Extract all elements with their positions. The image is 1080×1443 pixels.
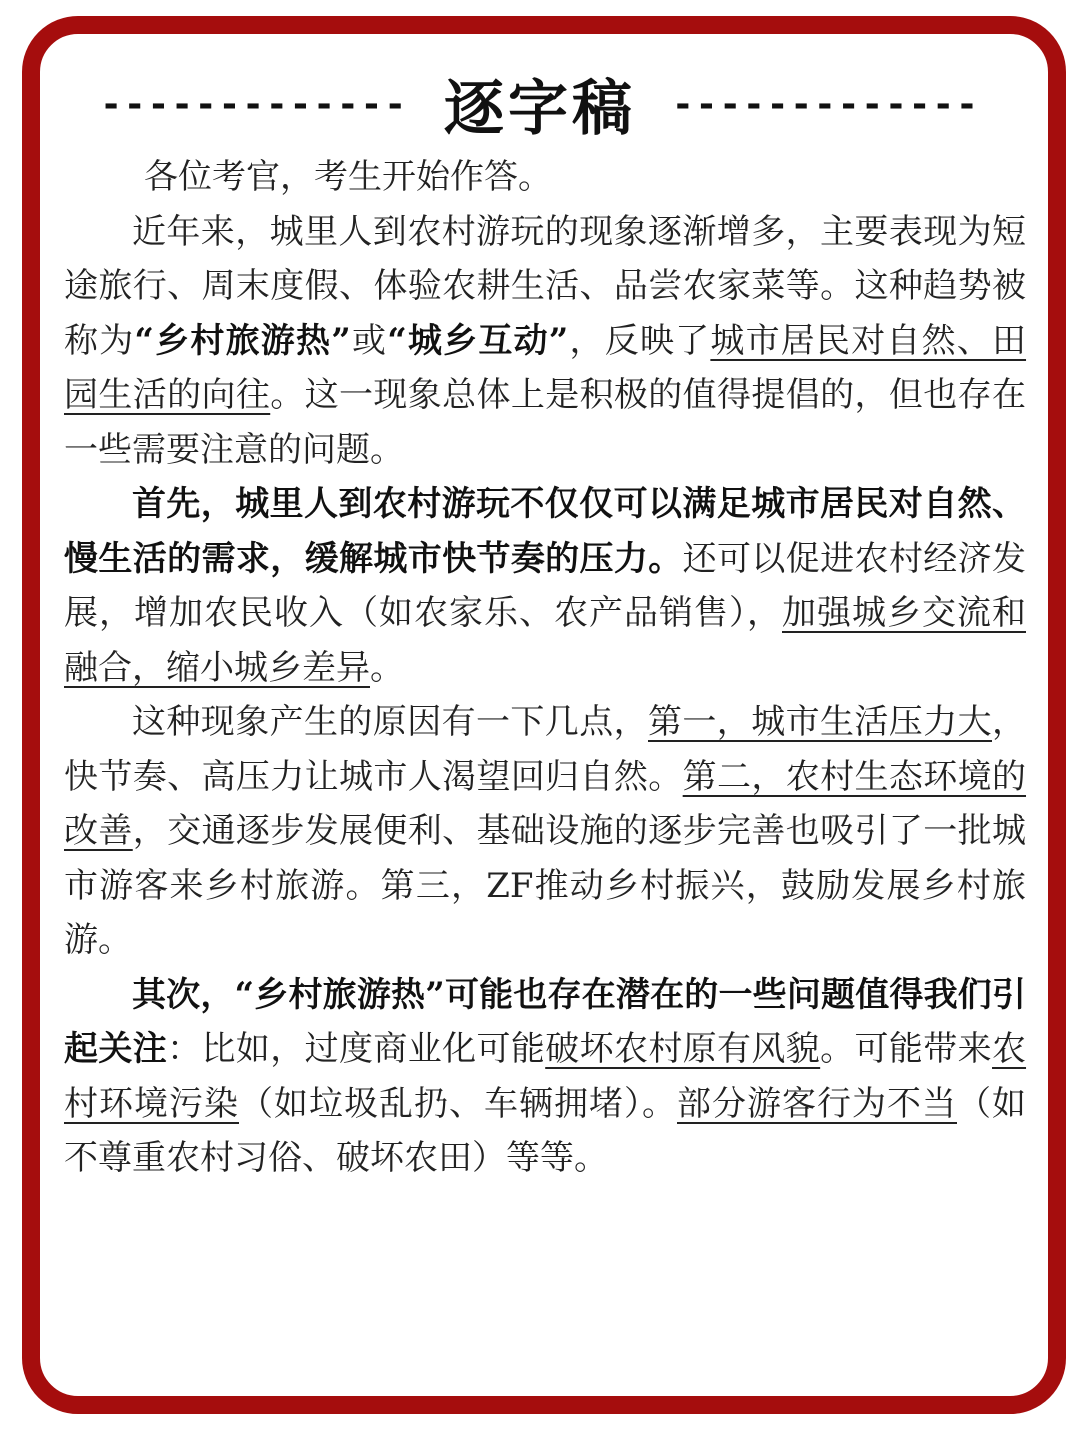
- title-row: [60, 66, 1020, 142]
- text-segment: 或: [350, 320, 388, 361]
- text-segment: 。: [370, 647, 404, 688]
- bold-term: “城乡互动”: [387, 320, 569, 361]
- text-segment: ，快节奏、高压力让城市人渴望回归自然。: [64, 702, 1026, 797]
- text-segment: 还可以促进农村经济发展，增加农民收入（如农家乐、农产品销售），: [64, 538, 1027, 633]
- text-segment: 这种现象产生的原因有一下几点，: [132, 702, 648, 742]
- text-segment: 。可能带来: [820, 1029, 993, 1069]
- text-segment: （如不尊重农村习俗、破坏农田）等等。: [64, 1083, 1026, 1178]
- underlined-phrase: 加强城乡交流和融合，缩小城乡差异: [64, 593, 1026, 688]
- underlined-phrase: 城市居民对自然、田园生活的向往: [64, 320, 1027, 415]
- text-segment: ：比如，过度商业化可能: [167, 1029, 546, 1069]
- paragraph-problems: [64, 968, 1026, 1186]
- underlined-phrase: 破坏农村原有风貌: [545, 1029, 821, 1069]
- bold-sentence: 其次，“乡村旅游热”可能也存在潜在的一些问题值得我们引起关注: [64, 974, 1026, 1069]
- underlined-phrase: 部分游客行为不当: [677, 1083, 957, 1124]
- bold-term: “乡村旅游热”: [134, 320, 351, 361]
- title-left-dashes: -------------: [100, 83, 408, 125]
- title-right-dashes: -------------: [672, 83, 980, 125]
- text-segment: 近年来，城里人到农村游玩的现象逐渐增多，主要表现为短途旅行、周末度假、体验农耕生活、品尝农家菜等。这种趋势被称为: [64, 211, 1026, 361]
- paragraph-introduction: [64, 205, 1026, 478]
- paragraph-first-point: [64, 477, 1026, 695]
- text-segment: （如垃圾乱扔、车辆拥堵）。: [239, 1083, 677, 1124]
- text-segment: 。这一现象总体上是积极的值得提倡的，但也存在一些需要注意的问题。: [64, 375, 1027, 470]
- bold-sentence: 首先，城里人到农村游玩不仅仅可以满足城市居民对自然、慢生活的需求，缓解城市快节奏的压力。: [64, 484, 1026, 579]
- underlined-phrase: 第一，城市生活压力大: [648, 702, 992, 742]
- transcript-body: [64, 150, 1026, 1186]
- paragraph-opening: [64, 150, 1026, 205]
- text-segment: ，交通逐步发展便利、基础设施的逐步完善也吸引了一批城市游客来乡村旅游。第三，ZF推动乡村振兴，鼓励发展乡村旅游。: [64, 811, 1027, 960]
- text-segment: 各位考官，考生开始作答。: [144, 157, 552, 197]
- text-segment: ，反映了: [568, 320, 711, 361]
- paragraph-reasons: [64, 695, 1026, 968]
- underlined-phrase: 农村环境污染: [64, 1029, 1027, 1124]
- page-title: 逐字稿: [444, 74, 636, 144]
- underlined-phrase: 第二，农村生态环境的改善: [64, 756, 1027, 851]
